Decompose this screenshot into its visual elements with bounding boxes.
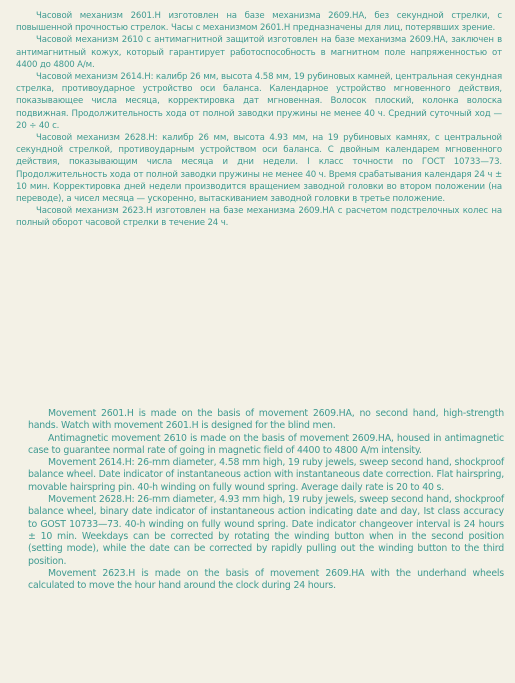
english-text-section: [28, 408, 504, 592]
russian-text-section: [16, 10, 502, 230]
ru-paragraph-2623: Часовой механизм 2623.Н изготовлен на базе механизма 2609.НА с расчетом подстрелочных колес на полный оборот часовой стрелки в течение 24 ч.: [16, 206, 502, 229]
ru-paragraph-2614: Часовой механизм 2614.Н: калибр 26 мм, высота 4.58 мм, 19 рубиновых камней, центральная секундная стрелка, противоударное устройство оси баланса. Календарное устройство мгновенного действия, показывающее числа месяца, корректировка дат мгновенная. Волосок плоский, колонка волоска подвижная. Продолжительность хода от полной заводки пружины не менее 40 ч. Средний суточный ход — 20 ÷ 40 с.: [16, 72, 502, 131]
ru-paragraph-2601: Часовой механизм 2601.Н изготовлен на базе механизма 2609.НА, без секундной стрелки, с повышенной прочностью стрелок. Часы с механизмом 2601.Н предназначены для лиц, потерявших зрение.: [16, 11, 502, 34]
en-paragraph-2610: Antimagnetic movement 2610 is made on the basis of movement 2609.HA, housed in antimagnetic case to guarantee normal rate of going in magnetic field of 4400 to 4800 A/m intensity.: [28, 432, 504, 456]
en-paragraph-2614: Movement 2614.H: 26-mm diameter, 4.58 mm high, 19 ruby jewels, sweep second hand, shockproof balance wheel. Date indicator of instantaneous action with instantaneous date correction. Flat hairspring, movable hairspring pin. 40-h winding on fully wound spring. Average daily rate is 20 to 40 s.: [28, 457, 504, 493]
en-paragraph-2628: Movement 2628.H: 26-mm diameter, 4.93 mm high, 19 ruby jewels, sweep second hand, shockproof balance wheel, binary date indicator of instantaneous action indicating date and day, Ist class accuracy to GOST 10733—73. 40-h winding on fully wound spring. Date indicator changeover interval is 24 hours ± 10 min. Weekdays can be corrected by rotating the winding button when in the second position (setting mode), while the date can be corrected by rapidly pulling out the winding button to the third position.: [28, 494, 504, 567]
ru-paragraph-2610: Часовой механизм 2610 с антимагнитной защитой изготовлен на базе механизма 2609.НА, заключен в антимагнитный кожух, который гарантирует работоспособность в магнитном поле напряженностью от 4400 до 4800 А/м.: [16, 35, 502, 70]
en-paragraph-2623: Movement 2623.H is made on the basis of movement 2609.HA with the underhand wheels calculated to move the hour hand around the clock during 24 hours.: [28, 567, 504, 592]
en-paragraph-2601: Movement 2601.H is made on the basis of movement 2609.HA, no second hand, high-strength hands. Watch with movement 2601.H is designed for the blind men.: [28, 408, 504, 432]
ru-paragraph-2628: Часовой механизм 2628.Н: калибр 26 мм, высота 4.93 мм, на 19 рубиновых камнях, с центральной секундной стрелкой, противоударным устройством оси баланса. С двойным календарем мгновенного действия, показывающим числа месяца и дни недели. I класс точности по ГОСТ 10733—73. Продолжительность хода от полной заводки пружины не менее 40 ч. Время срабатывания календаря 24 ч ± 10 мин. Корректировка дней недели производится вращением заводной головки во втором положении (на переводе), а чисел месяца — ускоренно, вытаскиванием заводной головки в третье положение.: [16, 133, 502, 205]
